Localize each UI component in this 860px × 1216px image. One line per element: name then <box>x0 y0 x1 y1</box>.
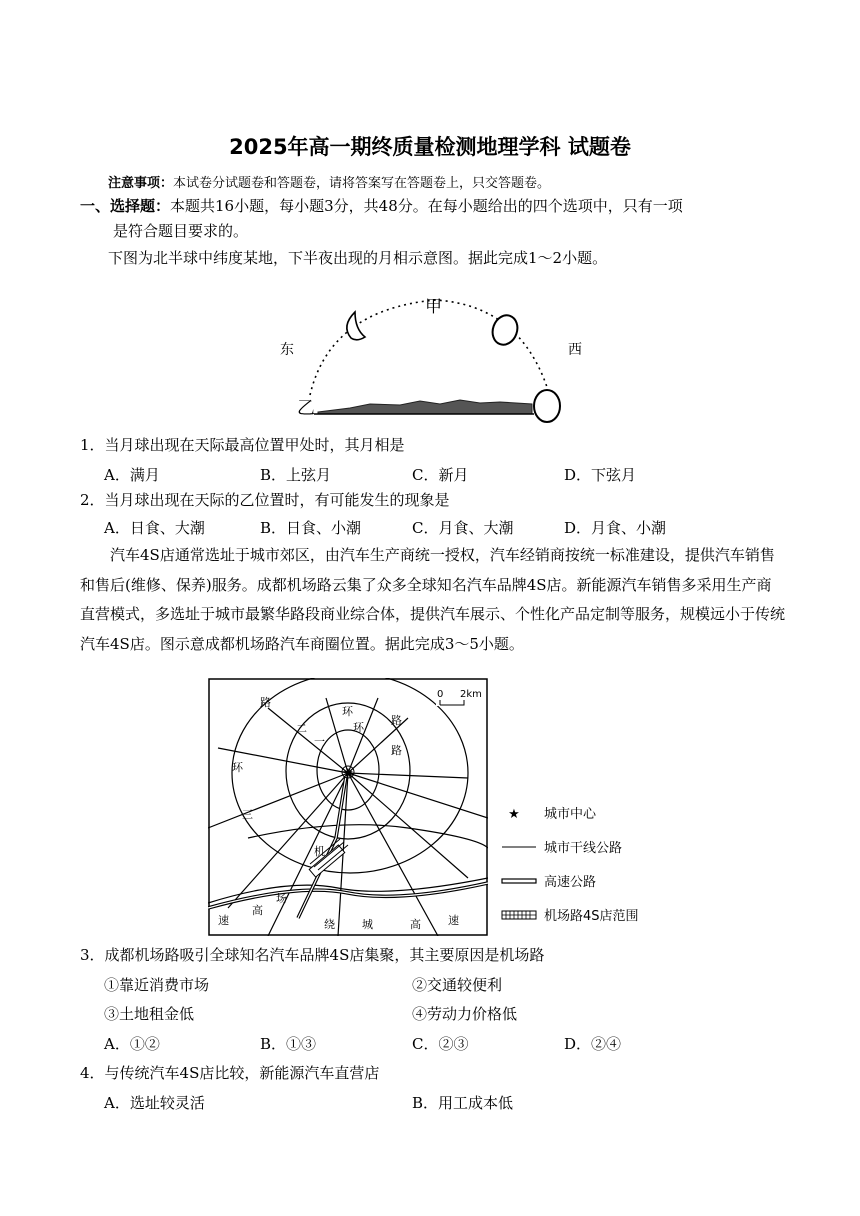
map-legend <box>498 800 678 930</box>
map-label-cheng: 城 <box>362 918 373 931</box>
map-label-gao2: 高 <box>410 918 421 931</box>
question-2-stem: 2．当月球出现在天际的乙位置时，有可能发生的现象是 <box>80 491 450 509</box>
map-label-huan3: 环 <box>353 721 364 734</box>
q2-option-c: C．月食、大潮 <box>412 519 514 537</box>
scale-dist: 2km <box>460 689 482 700</box>
map-label-huan1: 环 <box>232 761 243 774</box>
scale-bar <box>436 688 486 706</box>
crescent-moon-icon <box>347 312 365 340</box>
q1-option-d: D．下弦月 <box>564 466 637 484</box>
notice <box>108 172 550 191</box>
q1-option-a: A．满月 <box>104 466 160 484</box>
question-4-stem: 4．与传统汽车4S店比较，新能源汽车直营店 <box>80 1064 380 1082</box>
label-east: 东 <box>280 343 294 358</box>
map-label-yi: 一 <box>314 735 325 748</box>
legend-expressway: 高速公路 <box>544 875 597 890</box>
section1-text1: 本题共16小题，每小题3分，共48分。在每小题给出的四个选项中，只有一项 <box>170 197 683 215</box>
city-center-star-icon: ★ <box>342 766 354 781</box>
notice-text: 本试卷分试题卷和答题卷，请将答案写在答题卷上，只交答题卷。 <box>173 176 551 191</box>
map-label-su2: 速 <box>448 914 459 927</box>
map-label-huan2: 环 <box>342 705 353 718</box>
horizon-mountains <box>318 400 532 414</box>
q4-option-a: A．选址较灵活 <box>104 1094 205 1112</box>
map-label-lu1: 路 <box>260 696 271 709</box>
legend-trunk-road: 城市干线公路 <box>544 841 623 856</box>
map-label-er: 二 <box>296 722 307 735</box>
section1-line1 <box>80 194 683 219</box>
q1-option-b: B．上弦月 <box>260 466 332 484</box>
q3-choice-3: ③土地租金低 <box>104 1005 195 1023</box>
q3-option-c: C．②③ <box>412 1035 469 1053</box>
map-label-gao1: 高 <box>252 904 263 917</box>
passage-2: 汽车4S店通常选址于城市郊区，由汽车生产商统一授权，汽车经销商按统一标准建设，提供汽车销售和售后(维修、保养)服务。成都机场路云集了众多全球知名汽车品牌4S店。新能源汽车销售多采用生产商直营模式，多选址于城市最繁华路段商业综合体，提供汽车展示、个性化产品定制等服务，规模远小于传统汽车4S店。图示意成都机场路汽车商圈位置。据此完成3～5小题。 <box>80 546 786 653</box>
q3-choice-1: ①靠近消费市场 <box>104 976 210 994</box>
q3-option-a: A．①② <box>104 1035 160 1053</box>
map-label-san: 三 <box>242 808 253 821</box>
map-label-chang: 场 <box>276 892 287 905</box>
legend-star-icon: ★ <box>508 807 520 822</box>
q3-option-d: D．②④ <box>564 1035 622 1053</box>
map-label-rao: 绕 <box>324 918 335 931</box>
question-3-stem: 3．成都机场路吸引全球知名汽车品牌4S店集聚，其主要原因是机场路 <box>80 946 545 964</box>
section1-line2: 是符合题目要求的。 <box>113 222 249 240</box>
q2-option-b: B．日食、小潮 <box>260 519 362 537</box>
label-west: 西 <box>568 343 582 358</box>
label-jia: 甲 <box>425 297 442 317</box>
section1-heading: 一、选择题： <box>80 197 171 215</box>
page-title: 2025年高一期终质量检测地理学科 试题卷 <box>229 135 631 159</box>
label-yi: 乙 <box>297 398 315 419</box>
legend-city-center: 城市中心 <box>544 807 597 822</box>
map-label-lu3: 路 <box>391 744 402 757</box>
q4-option-b: B．用工成本低 <box>412 1094 514 1112</box>
question-1-stem: 1．当月球出现在天际最高位置甲处时，其月相是 <box>80 436 405 454</box>
gibbous-moon-icon <box>489 312 522 348</box>
map-label-su1: 速 <box>218 914 229 927</box>
legend-expressway-line <box>502 879 536 883</box>
intro1: 下图为北半球中纬度某地，下半夜出现的月相示意图。据此完成1～2小题。 <box>108 249 608 267</box>
q1-option-c: C．新月 <box>412 466 469 484</box>
q3-choice-2: ②交通较便利 <box>412 976 503 994</box>
scale-zero: 0 <box>437 689 444 700</box>
q3-option-b: B．①③ <box>260 1035 317 1053</box>
map-label-ji: 机 <box>314 845 325 858</box>
notice-label: 注意事项： <box>108 176 174 191</box>
moon-phase-figure <box>270 290 600 425</box>
chengdu-airport-road-map <box>208 678 488 936</box>
west-moon-icon <box>534 390 560 422</box>
legend-4s-zone: 机场路4S店范围 <box>544 909 639 924</box>
q2-option-a: A．日食、大潮 <box>104 519 205 537</box>
q2-option-d: D．月食、小潮 <box>564 519 667 537</box>
map-label-lu2: 路 <box>391 714 402 727</box>
q3-choice-4: ④劳动力价格低 <box>412 1005 518 1023</box>
